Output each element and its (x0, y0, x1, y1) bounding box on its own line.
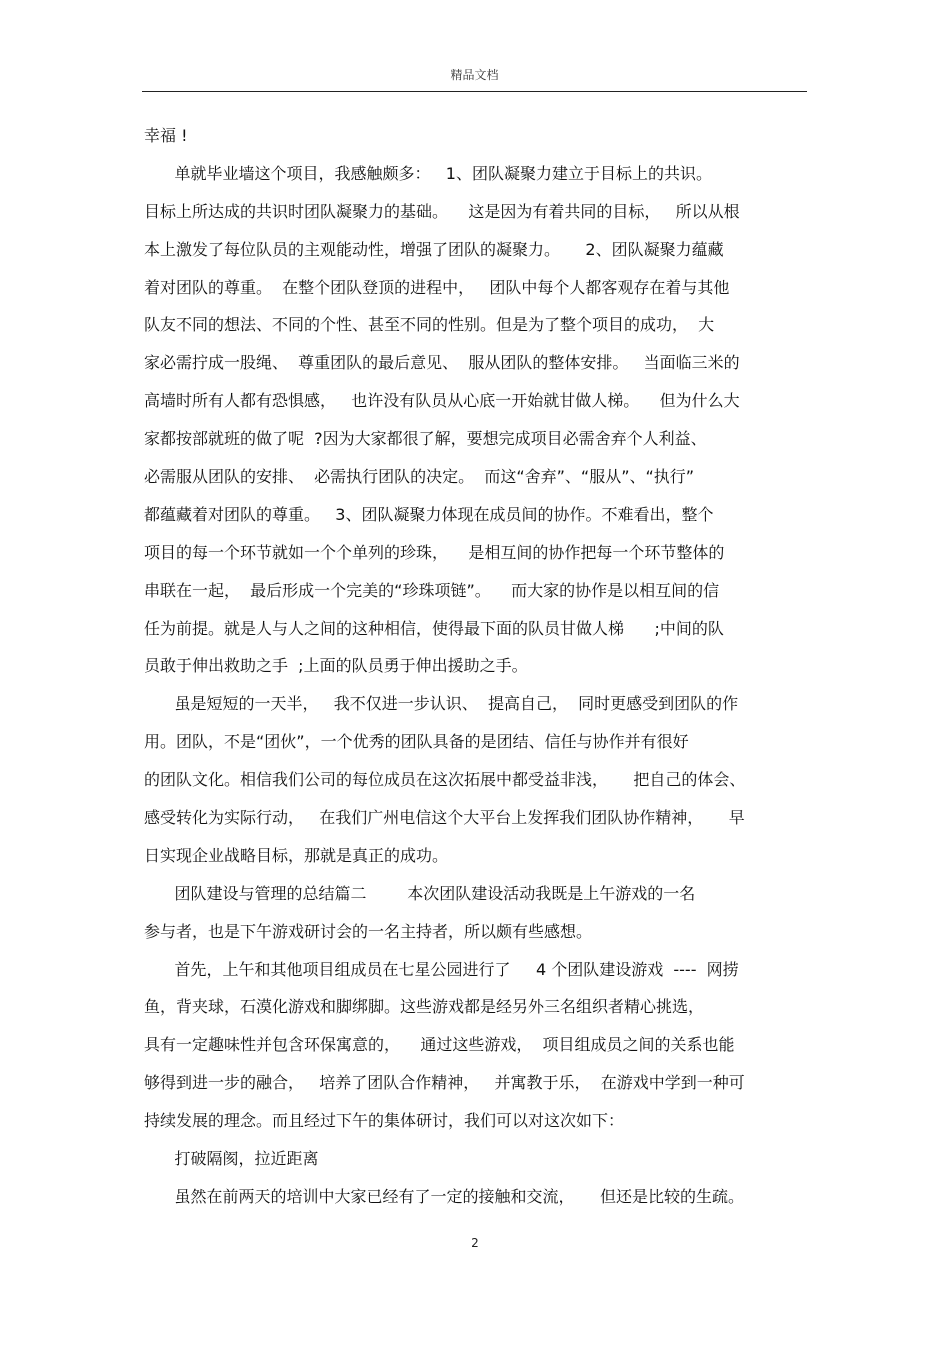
text-line: 任为前提。就是人与人之间的这种相信，使得最下面的队员甘做人梯 ;中间的队 (144, 618, 724, 638)
text-line: 够得到进一步的融合， 培养了团队合作精神， 并寓教于乐， 在游戏中学到一种可 (144, 1073, 745, 1093)
text-line: 本上激发了每位队员的主观能动性，增强了团队的凝聚力。 2、团队凝聚力蕴藏 (144, 239, 724, 259)
text-line: 具有一定趣味性并包含环保寓意的， 通过这些游戏， 项目组成员之间的关系也能 (144, 1035, 735, 1055)
text-line: 用。团队，不是“团伙”，一个优秀的团队具备的是团结、信任与协作并有很好 (144, 732, 689, 752)
document-body (144, 122, 812, 1221)
text-line: 串联在一起， 最后形成一个完美的“珍珠项链”。 而大家的协作是以相互间的信 (144, 580, 720, 600)
text-line: 虽是短短的一天半， 我不仅进一步认识、 提高自己， 同时更感受到团队的作 (144, 694, 739, 714)
text-line: 单就毕业墙这个项目，我感触颇多： 1、团队凝聚力建立于目标上的共识。 (144, 163, 712, 183)
text-line: 鱼，背夹球，石漠化游戏和脚绑脚。这些游戏都是经另外三名组织者精心挑选， (144, 997, 705, 1017)
text-line: 目标上所达成的共识时团队凝聚力的基础。 这是因为有着共同的目标， 所以从根 (144, 201, 740, 221)
text-line: 日实现企业战略目标，那就是真正的成功。 (144, 845, 449, 865)
text-line: 队友不同的想法、不同的个性、甚至不同的性别。但是为了整个项目的成功， 大 (144, 315, 715, 335)
text-line: 家必需拧成一股绳、 尊重团队的最后意见、 服从团队的整体安排。 当面临三米的 (144, 353, 740, 373)
page-number: 2 (471, 1236, 479, 1250)
text-line: 家都按部就班的做了呢 ?因为大家都很了解，要想完成项目必需舍弃个人利益、 (144, 429, 707, 449)
text-line: 团队建设与管理的总结篇二 本次团队建设活动我既是上午游戏的一名 (144, 883, 696, 903)
header-divider (142, 91, 807, 92)
text-line: 参与者，也是下午游戏研讨会的一名主持者，所以颇有些感想。 (144, 921, 593, 941)
text-line: 着对团队的尊重。 在整个团队登顶的进程中， 团队中每个人都客观存在着与其他 (144, 277, 730, 297)
text-line: 的团队文化。相信我们公司的每位成员在这次拓展中都受益非浅， 把自己的体会、 (144, 770, 746, 790)
page-header: 精品文档 (450, 68, 499, 82)
text-line: 持续发展的理念。而且经过下午的集体研讨，我们可以对这次如下： (144, 1111, 625, 1131)
text-line: 员敢于伸出救助之手 ;上面的队员勇于伸出援助之手。 (144, 656, 528, 676)
text-line: 高墙时所有人都有恐惧感， 也许没有队员从心底一开始就甘做人梯。 但为什么大 (144, 391, 740, 411)
text-line: 必需服从团队的安排、 必需执行团队的决定。 而这“舍弃”、“服从”、“执行” (144, 467, 695, 487)
text-line: 首先，上午和其他项目组成员在七星公园进行了 4 个团队建设游戏 ---- 网捞 (144, 959, 739, 979)
text-line: 项目的每一个环节就如一个个单列的珍珠， 是相互间的协作把每一个环节整体的 (144, 542, 725, 562)
text-line: 感受转化为实际行动， 在我们广州电信这个大平台上发挥我们团队协作精神， 早 (144, 808, 745, 828)
text-line: 打破隔阂，拉近距离 (144, 1149, 319, 1169)
text-line: 幸福 ! (144, 126, 188, 145)
text-line: 虽然在前两天的培训中大家已经有了一定的接触和交流， 但还是比较的生疏。 (144, 1186, 744, 1206)
text-line: 都蕴藏着对团队的尊重。 3、团队凝聚力体现在成员间的协作。不难看出，整个 (144, 504, 714, 524)
